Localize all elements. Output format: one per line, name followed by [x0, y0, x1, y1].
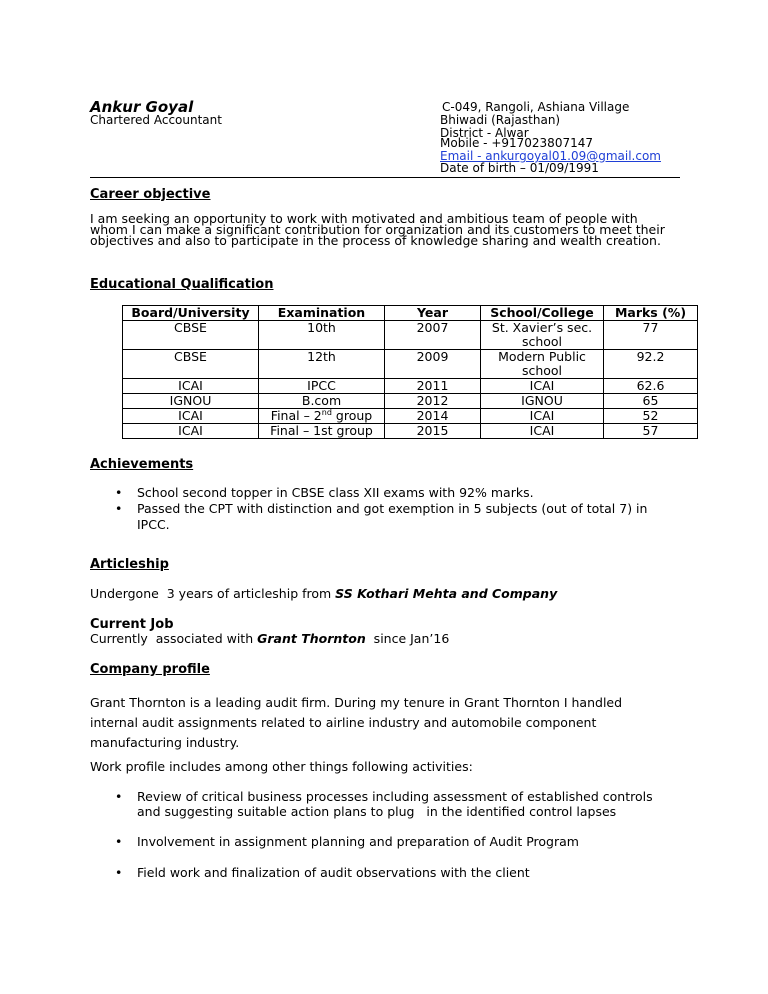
cell-school-line: school — [521, 334, 563, 349]
cell-year: 2011 — [385, 379, 481, 394]
bullet-icon: • — [115, 834, 123, 849]
cell-marks: 65 — [604, 394, 698, 409]
profile-line-2: internal audit assignments related to airline industry and automobile component — [90, 715, 597, 730]
articleship-heading: Articleship — [90, 557, 169, 572]
candidate-title: Chartered Accountant — [90, 113, 222, 127]
cell-marks: 57 — [604, 424, 698, 439]
cell-exam-post: group — [331, 408, 373, 423]
column-header: School/College — [481, 306, 604, 321]
achievements-heading: Achievements — [90, 457, 194, 472]
cell-year: 2009 — [385, 350, 481, 379]
company-profile-text — [90, 693, 680, 753]
articleship-firm: SS Kothari Mehta and Company — [335, 586, 558, 601]
current-job-heading: Current Job — [90, 617, 174, 632]
activity-3: Field work and finalization of audit observations with the client — [137, 865, 530, 880]
cell-exam: IPCC — [259, 379, 385, 394]
cell-board: CBSE — [123, 350, 259, 379]
cell-marks: 92.2 — [604, 350, 698, 379]
achievement-2-line-2: IPCC. — [137, 517, 170, 532]
cell-exam: 12th — [259, 350, 385, 379]
achievement-1: School second topper in CBSE class XII exams with 92% marks. — [137, 485, 534, 500]
current-company: Grant Thornton — [257, 631, 366, 646]
career-line-3: objectives and also to participate in the process of knowledge sharing and wealth creation. — [90, 233, 661, 248]
achievement-2-line-1: Passed the CPT with distinction and got exemption in 5 subjects (out of total 7) in — [137, 501, 648, 516]
table-row — [123, 321, 698, 350]
activity-1-line-2: and suggesting suitable action plans to plug in the identified control lapses — [137, 804, 617, 819]
activity-1-line-1: Review of critical business processes including assessment of established controls — [137, 789, 653, 804]
cell-year: 2007 — [385, 321, 481, 350]
email-link[interactable]: Email - ankurgoyal01.09@gmail.com — [440, 149, 661, 163]
company-profile-heading: Company profile — [90, 662, 210, 677]
career-line-2: whom I can make a significant contribution for organization and its customers to meet their — [90, 222, 665, 237]
profile-line-3: manufacturing industry. — [90, 735, 240, 750]
articleship-text — [90, 587, 557, 601]
cell-school-line: Modern Public — [498, 349, 586, 364]
cell-board: ICAI — [123, 379, 259, 394]
cell-board: ICAI — [123, 424, 259, 439]
cell-board: ICAI — [123, 409, 259, 424]
cell-exam — [259, 409, 385, 424]
date-of-birth: Date of birth – 01/09/1991 — [440, 161, 599, 175]
table-row — [123, 394, 698, 409]
table-row — [123, 424, 698, 439]
cell-marks: 77 — [604, 321, 698, 350]
column-header: Marks (%) — [604, 306, 698, 321]
table-row — [123, 409, 698, 424]
profile-line-1: Grant Thornton is a leading audit firm. During my tenure in Grant Thornton I handled — [90, 695, 623, 710]
cell-exam-pre: Final – 2 — [270, 408, 322, 423]
cell-year: 2015 — [385, 424, 481, 439]
address-line-1: C-049, Rangoli, Ashiana Village — [442, 100, 630, 114]
current-job-text-pre: Currently associated with — [90, 631, 258, 646]
cell-school: ICAI — [481, 379, 604, 394]
table-row — [123, 379, 698, 394]
column-header: Examination — [259, 306, 385, 321]
cell-school — [481, 350, 604, 379]
address-line-2: Bhiwadi (Rajasthan) — [440, 113, 561, 127]
address-line-3: District - Alwar — [440, 126, 529, 140]
cell-school: ICAI — [481, 424, 604, 439]
cell-exam: B.com — [259, 394, 385, 409]
column-header: Board/University — [123, 306, 259, 321]
cell-board: IGNOU — [123, 394, 259, 409]
articleship-text-pre: Undergone 3 years of articleship from — [90, 586, 336, 601]
cell-school-line: school — [521, 363, 563, 378]
career-line-1: I am seeking an opportunity to work with motivated and ambitious team of people with — [90, 211, 638, 226]
cell-board: CBSE — [123, 321, 259, 350]
cell-exam: 10th — [259, 321, 385, 350]
cell-school: ICAI — [481, 409, 604, 424]
cell-marks: 52 — [604, 409, 698, 424]
cell-marks: 62.6 — [604, 379, 698, 394]
cell-school: IGNOU — [481, 394, 604, 409]
activity-2: Involvement in assignment planning and preparation of Audit Program — [137, 834, 579, 849]
education-heading: Educational Qualification — [90, 277, 274, 292]
table-row — [123, 350, 698, 379]
career-objective-heading: Career objective — [90, 187, 211, 202]
current-job-text-post: since Jan’16 — [365, 631, 450, 646]
bullet-icon: • — [115, 501, 123, 516]
cell-school — [481, 321, 604, 350]
header-divider — [90, 177, 680, 178]
cell-year: 2014 — [385, 409, 481, 424]
career-objective-text — [90, 212, 680, 248]
work-profile-intro: Work profile includes among other things following activities: — [90, 759, 473, 774]
bullet-icon: • — [115, 789, 123, 804]
cell-school-line: St. Xavier’s sec. — [491, 320, 593, 335]
bullet-icon: • — [115, 865, 123, 880]
column-header: Year — [385, 306, 481, 321]
cell-year: 2012 — [385, 394, 481, 409]
bullet-icon: • — [115, 485, 123, 500]
table-header-row — [123, 306, 698, 321]
education-table — [122, 305, 698, 439]
candidate-name: Ankur Goyal — [90, 98, 194, 116]
mobile-number: Mobile - +917023807147 — [440, 136, 593, 150]
cell-exam: Final – 1st group — [259, 424, 385, 439]
current-job-text — [90, 632, 449, 646]
cell-exam-sup: nd — [321, 407, 332, 417]
